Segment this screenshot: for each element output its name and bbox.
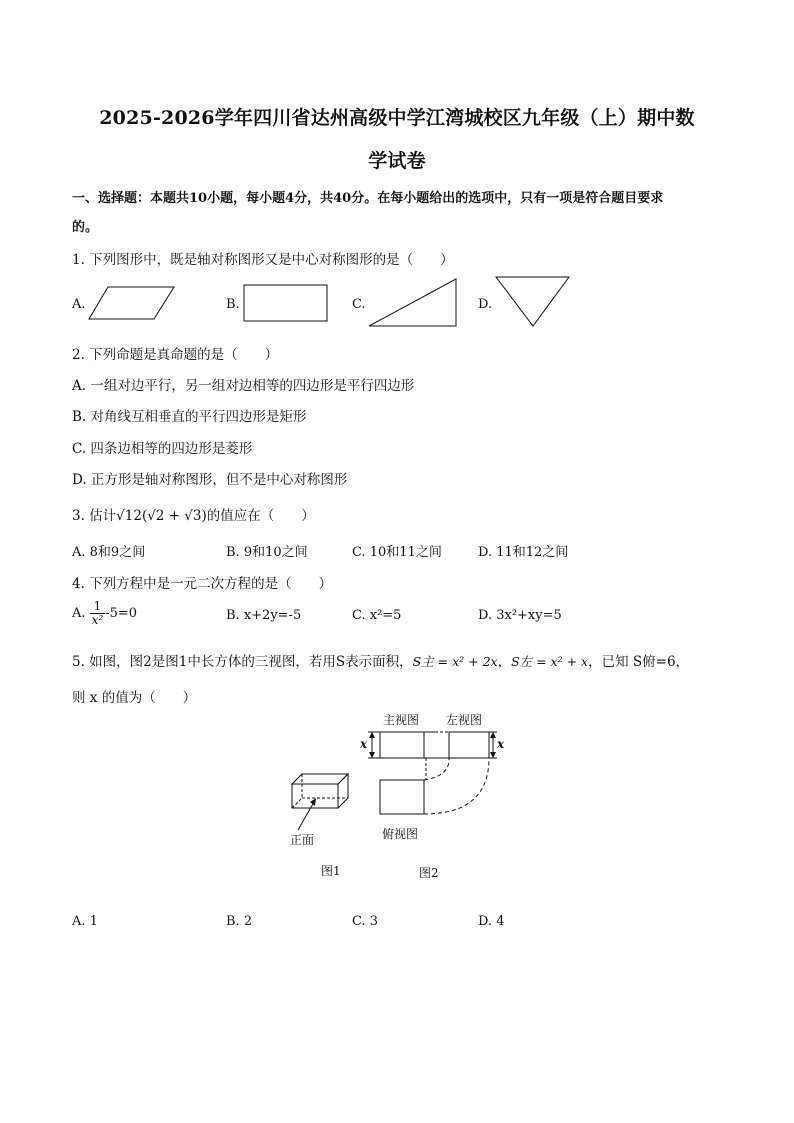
q4-option-c: C. x²=5: [352, 608, 402, 623]
fig1-caption: 图1: [321, 864, 341, 878]
q4-fraction-den: x²: [91, 613, 104, 627]
q4-option-b: B. x+2y=-5: [226, 608, 302, 623]
q5-stem-post: ，已知 S俯=6，: [588, 654, 690, 670]
q2-option-b: B. 对角线互相垂直的平行四边形是矩形: [72, 409, 307, 425]
q4-option-d: D. 3x²+xy=5: [478, 608, 562, 623]
main-view-rect: [380, 732, 424, 758]
x-label-right: x: [497, 737, 505, 751]
q3-option-d: D. 11和12之间: [478, 545, 569, 560]
q5-option-a: A. 1: [72, 914, 98, 929]
q1-option-d-label: D.: [478, 297, 493, 312]
q1-option-b-label: B.: [226, 297, 240, 312]
q5-separator: ，: [497, 654, 512, 670]
q5-stem-line2: 则 x 的值为（ ）: [72, 690, 197, 706]
exam-title-line2: 学试卷: [368, 150, 426, 172]
q4-option-a-label: A.: [72, 606, 86, 621]
q3-option-b: B. 9和10之间: [226, 545, 308, 560]
q3-expression: √12(√2 + √3): [116, 508, 207, 524]
left-view-label: 左视图: [446, 713, 483, 727]
q4-fraction-num: 1: [90, 600, 106, 614]
q5-option-d: D. 4: [478, 914, 505, 929]
q4-stem: 4. 下列方程中是一元二次方程的是（ ）: [72, 576, 333, 592]
q4-option-a-rest: -5=0: [105, 606, 138, 621]
q3-option-a: A. 8和9之间: [72, 545, 146, 560]
q5-s-main: S主 = x² + 2x: [412, 654, 498, 669]
q5-option-b: B. 2: [226, 914, 253, 929]
q1-option-a-label: A.: [72, 297, 86, 312]
q3-stem: [72, 504, 315, 524]
q1-option-c-label: C.: [352, 297, 366, 312]
front-label: 正面: [290, 833, 315, 847]
q3-stem-post: 的值应在（ ）: [206, 508, 315, 524]
q1-stem: 1. 下列图形中，既是轴对称图形又是中心对称图形的是（ ）: [72, 252, 454, 268]
q2-option-a: A. 一组对边平行，另一组对边相等的四边形是平行四边形: [72, 378, 415, 394]
q5-stem: [72, 650, 689, 670]
q1-rectangle-shape: [243, 284, 329, 322]
top-view-label: 俯视图: [382, 827, 419, 841]
q1-parallelogram-shape: [88, 286, 178, 322]
left-view-rect: [449, 732, 489, 758]
q5-option-c: C. 3: [352, 914, 379, 929]
q5-stem-pre: 5. 如图，图2是图1中长方体的三视图，若用S表示面积，: [72, 654, 413, 670]
q2-option-d: D. 正方形是轴对称图形，但不是中心对称图形: [72, 472, 348, 488]
q4-option-a: [72, 600, 137, 627]
q4-fraction: [90, 600, 106, 627]
fig2-caption: 图2: [419, 866, 439, 880]
q3-stem-pre: 3. 估计: [72, 508, 117, 524]
q3-option-c: C. 10和11之间: [352, 545, 442, 560]
q2-stem: 2. 下列命题是真命题的是（ ）: [72, 347, 279, 363]
top-view-rect: [380, 780, 424, 814]
q2-option-c: C. 四条边相等的四边形是菱形: [72, 441, 253, 457]
q1-inverted-triangle-shape: [495, 276, 571, 328]
main-view-label: 主视图: [383, 713, 420, 727]
exam-title-line1: 2025-2026学年四川省达州高级中学江湾城校区九年级（上）期中数: [99, 107, 695, 129]
section-header-cont: 的。: [72, 220, 99, 235]
x-label-left: x: [360, 737, 368, 751]
q1-right-triangle-shape: [368, 278, 458, 328]
section-header: 一、选择题：本题共10小题，每小题4分，共40分。在每小题给出的选项中，只有一项是符合题目要求: [72, 191, 664, 206]
q5-s-left: S左 = x² + x: [511, 654, 589, 669]
